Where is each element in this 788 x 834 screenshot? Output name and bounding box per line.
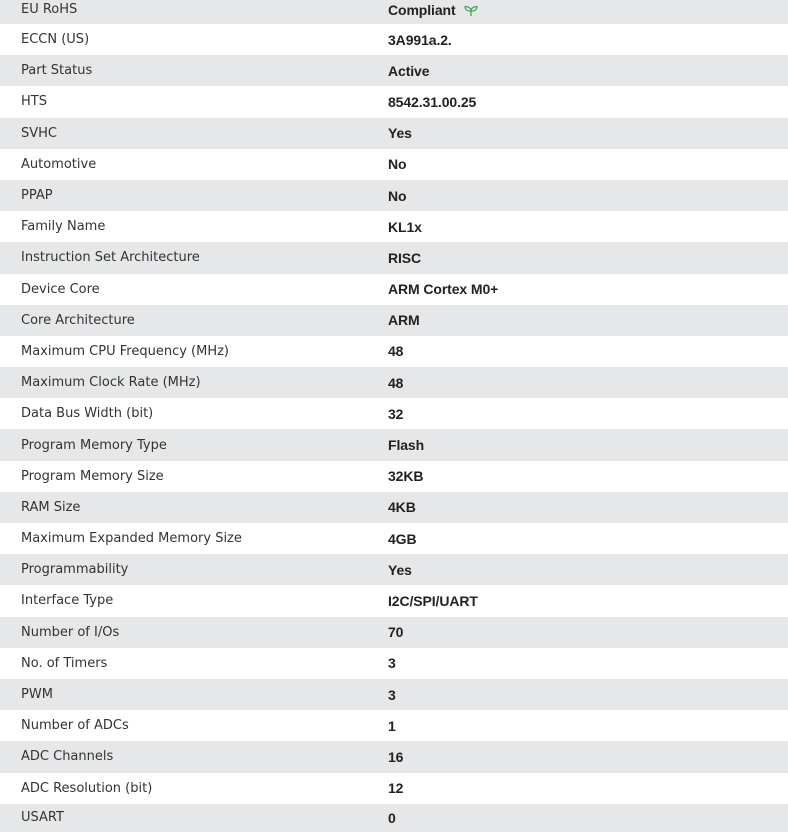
spec-row-no-of-timers [0, 648, 788, 679]
spec-value: Compliant [388, 2, 456, 18]
spec-row-automotive [0, 149, 788, 180]
spec-value: 32KB [388, 468, 424, 485]
spec-row-device-core [0, 274, 788, 305]
spec-label: RAM Size [21, 499, 81, 515]
spec-label: PWM [21, 687, 53, 703]
spec-value: 3 [388, 655, 396, 672]
spec-label: Number of I/Os [21, 624, 120, 640]
spec-row-hts [0, 86, 788, 117]
spec-value: Active [388, 62, 430, 79]
spec-value: 4KB [388, 499, 416, 516]
spec-value: KL1x [388, 218, 422, 235]
spec-label: ADC Resolution (bit) [21, 780, 153, 796]
spec-value: I2C/SPI/UART [388, 592, 478, 609]
spec-label: Maximum CPU Frequency (MHz) [21, 343, 229, 359]
spec-row-pwm [0, 679, 788, 710]
spec-value-wrapper [388, 2, 788, 18]
spec-label: Programmability [21, 562, 129, 578]
spec-row-adc-channels [0, 741, 788, 772]
spec-row-svhc [0, 118, 788, 149]
spec-value: Flash [388, 437, 425, 454]
spec-label: EU RoHS [21, 2, 78, 17]
spec-value: 3A991a.2. [388, 31, 452, 48]
spec-label: Part Status [21, 63, 93, 79]
spec-row-max-expanded-memory [0, 523, 788, 554]
spec-label: ECCN (US) [21, 32, 90, 48]
spec-row-eu-rohs [0, 0, 788, 24]
spec-label: Instruction Set Architecture [21, 250, 200, 266]
spec-value: No [388, 156, 407, 173]
spec-row-ppap [0, 180, 788, 211]
spec-label: Program Memory Size [21, 468, 164, 484]
spec-label: USART [21, 810, 64, 826]
spec-label: ADC Channels [21, 749, 114, 765]
spec-row-data-bus-width [0, 398, 788, 429]
spec-label: Interface Type [21, 593, 114, 609]
spec-row-max-clock-rate [0, 367, 788, 398]
spec-label: Data Bus Width (bit) [21, 406, 154, 422]
spec-value: 48 [388, 374, 404, 391]
spec-label: Automotive [21, 156, 97, 172]
spec-label: SVHC [21, 125, 57, 141]
spec-value: 0 [388, 809, 396, 826]
spec-value: ARM [388, 312, 420, 329]
spec-label: HTS [21, 94, 47, 110]
spec-row-program-memory-type [0, 429, 788, 460]
spec-value: 70 [388, 624, 404, 641]
spec-row-interface-type [0, 585, 788, 616]
spec-row-part-status [0, 55, 788, 86]
spec-value: 32 [388, 405, 404, 422]
spec-value: Yes [388, 561, 412, 578]
spec-row-eccn [0, 24, 788, 55]
spec-label: Number of ADCs [21, 718, 129, 734]
spec-row-number-of-adcs [0, 710, 788, 741]
spec-label: PPAP [21, 188, 53, 204]
spec-value: 8542.31.00.25 [388, 93, 477, 110]
spec-value: 1 [388, 717, 396, 734]
spec-label: No. of Timers [21, 655, 108, 671]
spec-label: Maximum Expanded Memory Size [21, 531, 242, 547]
spec-row-core-architecture [0, 305, 788, 336]
spec-value: No [388, 187, 407, 204]
spec-label: Family Name [21, 219, 106, 235]
spec-label: Program Memory Type [21, 437, 167, 453]
spec-label: Device Core [21, 281, 100, 297]
spec-row-usart [0, 804, 788, 832]
spec-value: 48 [388, 343, 404, 360]
spec-row-programmability [0, 554, 788, 585]
spec-row-ram-size [0, 492, 788, 523]
spec-row-adc-resolution [0, 773, 788, 804]
spec-row-max-cpu-frequency [0, 336, 788, 367]
spec-value: 16 [388, 748, 404, 765]
spec-row-family-name [0, 211, 788, 242]
spec-value: 12 [388, 780, 404, 797]
spec-label: Maximum Clock Rate (MHz) [21, 375, 201, 391]
spec-value: 3 [388, 686, 396, 703]
spec-row-instruction-set [0, 242, 788, 273]
spec-value: 4GB [388, 530, 417, 547]
spec-row-number-of-ios [0, 617, 788, 648]
spec-value: RISC [388, 249, 422, 266]
spec-value: Yes [388, 125, 412, 142]
spec-row-program-memory-size [0, 461, 788, 492]
spec-label: Core Architecture [21, 312, 135, 328]
leaf-icon [464, 5, 478, 17]
spec-value: ARM Cortex M0+ [388, 281, 499, 298]
